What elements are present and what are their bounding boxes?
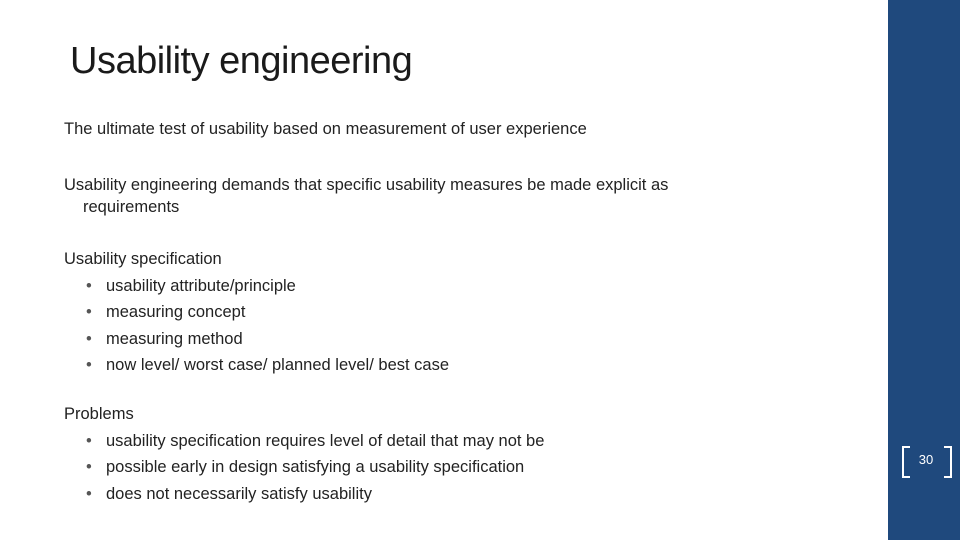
page-number: 30 — [918, 452, 934, 467]
paragraph-line-continued: requirements — [83, 198, 180, 216]
list-item: • measuring method — [86, 326, 449, 352]
bullet-icon: • — [86, 303, 92, 322]
usability-specification-list — [86, 273, 449, 378]
bullet-icon: • — [86, 432, 92, 450]
section-heading-problems: Problems — [64, 405, 134, 423]
paragraph-ultimate-test — [64, 118, 587, 140]
bullet-icon: • — [86, 277, 92, 295]
paragraph-usability-engineering — [64, 174, 668, 218]
bullet-icon: • — [86, 458, 92, 477]
section-heading-usability-specification: Usability specification — [64, 250, 222, 268]
paragraph-line: Usability engineering demands that specific usability measures be made explicit as — [64, 176, 669, 194]
list-item: • measuring concept — [86, 299, 449, 325]
list-item: • does not necessarily satisfy usability — [86, 481, 544, 507]
bullet-icon: • — [86, 484, 92, 503]
problems-list — [86, 428, 544, 507]
bullet-icon: • — [86, 329, 92, 348]
bullet-icon: • — [86, 355, 92, 374]
list-item: • possible early in design satisfying a usability specification — [86, 454, 544, 480]
list-item: • now level/ worst case/ planned level/ best case — [86, 352, 449, 378]
list-item: • usability specification requires level of detail that may not be — [86, 428, 544, 454]
paragraph-text: The ultimate test of usability based on measurement of user experience — [64, 120, 587, 138]
slide-title: Usability engineering — [70, 40, 413, 82]
right-bracket-icon — [944, 446, 952, 478]
list-item: • usability attribute/principle — [86, 273, 449, 299]
page-number-box — [902, 446, 952, 476]
